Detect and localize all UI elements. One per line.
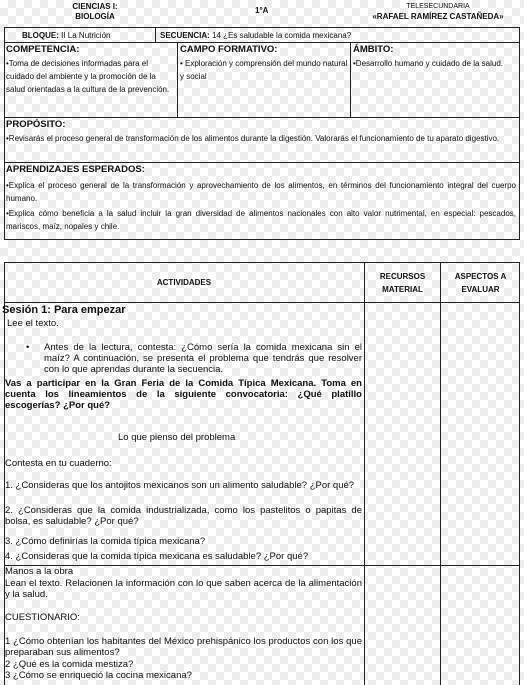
contesta-cuaderno: Contesta en tu cuaderno: — [5, 458, 112, 469]
col-aspectos-line-1: ASPECTOS A — [454, 272, 507, 281]
bullet-dot: • — [26, 342, 30, 353]
secuencia-label: SECUENCIA: — [160, 31, 210, 40]
cuestionario-label: CUESTIONARIO: — [5, 612, 80, 623]
aprendizajes-label: APRENDIZAJES ESPERADOS: — [6, 164, 145, 175]
bloque-label: BLOQUE: — [22, 31, 59, 40]
school-line-2: «RAFAEL RAMÍREZ CASTAÑEDA» — [372, 12, 504, 21]
competencia-text: •Toma de decisiones informadas para el cuidado del ambiente y la promoción de la salud orientadas a la cultura de la prevención. — [6, 59, 170, 94]
antes-de-la-lectura: Antes de la lectura, contesta: ¿Cómo sería la comida mexicana sin el maíz? A continuación, se presenta el problema que tendrás que resolver con lo que aprendas durante la secuencia. — [44, 342, 362, 375]
secuencia-value: 14 ¿Es saludable la comida mexicana? — [212, 31, 352, 40]
subject-line-1: CIENCIAS I: — [72, 2, 118, 11]
school-name — [358, 2, 518, 22]
aprendizajes-item-1: •Explica el proceso general de la transformación y aprovechamiento de los alimentos, en términos del funcionamiento integral del cuerpo humano. — [6, 181, 516, 203]
ambito-label: ÁMBITO: — [353, 44, 394, 55]
question-4: 4. ¿Consideras que la comida típica mexicana es saludable? ¿Por qué? — [5, 551, 309, 562]
school-line-1: TELESECUNDARIA — [406, 3, 470, 10]
sesion-1-title: Sesión 1: Para empezar — [2, 304, 126, 316]
manos-question-3: 3 ¿Cómo se enriqueció la cocina mexicana? — [5, 670, 192, 681]
col-recursos — [365, 270, 440, 296]
proposito-text: •Revisarás el proceso general de transformación de los alimentos durante la digestión. Valorarás el funcionamiento de tu aparato digestivo. — [6, 134, 500, 143]
aprendizajes-item-2: •Explica cómo beneficia a la salud incluir la gran diversidad de alimentos nacionales con alto valor nutrimental, en especial: pescados, mariscos, maíz, nopales y chile. — [6, 209, 516, 231]
manos-question-2: 2 ¿Qué es la comida mestiza? — [5, 659, 134, 670]
lo-que-pienso: Lo que pienso del problema — [118, 432, 236, 443]
col-recursos-line-2: MATERIAL — [382, 285, 423, 294]
question-1: 1. ¿Consideras que los antojitos mexicanos son un alimento saludable? ¿Por qué? — [5, 480, 355, 491]
campo-text: • Exploración y comprensión del mundo natural y social — [180, 59, 348, 81]
question-2: 2. ¿Consideras que la comida industrializada, como los pastelitos o papitas de bolsa, es saludable? ¿Por qué? — [5, 505, 362, 527]
bloque-value: II La Nutrición — [61, 31, 111, 40]
lean-el-texto: Lean el texto. Relacionen la información con lo que saben acerca de la alimentación y la salud. — [5, 578, 362, 600]
ambito-text: •Desarrollo humano y cuidado de la salud. — [353, 59, 503, 68]
subject-title — [40, 2, 150, 22]
grade-label: 1°A — [255, 6, 269, 15]
col-recursos-line-1: RECURSOS — [379, 272, 426, 281]
secuencia-cell — [160, 30, 351, 42]
col-aspectos-line-2: EVALUAR — [461, 285, 500, 294]
question-3: 3. ¿Cómo definirías la comida típica mexicana? — [5, 536, 206, 547]
campo-label: CAMPO FORMATIVO: — [180, 44, 278, 55]
activities-table — [4, 262, 520, 685]
col-aspectos — [441, 270, 520, 296]
manos-question-1: 1 ¿Cómo obtenían los habitantes del México prehispánico los productos con los que preparaban sus alimentos? — [5, 636, 362, 658]
subject-line-2: BIOLOGÍA — [75, 12, 115, 21]
feria-paragraph: Vas a participar en la Gran Feria de la Comida Típica Mexicana. Toma en cuenta los lineamientos de la siguiente convocatoria: ¿Qué platillo escogerías? ¿Por qué? — [5, 378, 362, 411]
lee-el-texto: Lee el texto. — [7, 318, 59, 329]
competencia-label: COMPETENCIA: — [6, 44, 80, 55]
manos-title: Manos a la obra — [5, 566, 74, 577]
bloque-cell — [22, 30, 110, 42]
col-actividades: ACTIVIDADES — [156, 278, 212, 287]
proposito-label: PROPÓSITO: — [6, 119, 66, 130]
